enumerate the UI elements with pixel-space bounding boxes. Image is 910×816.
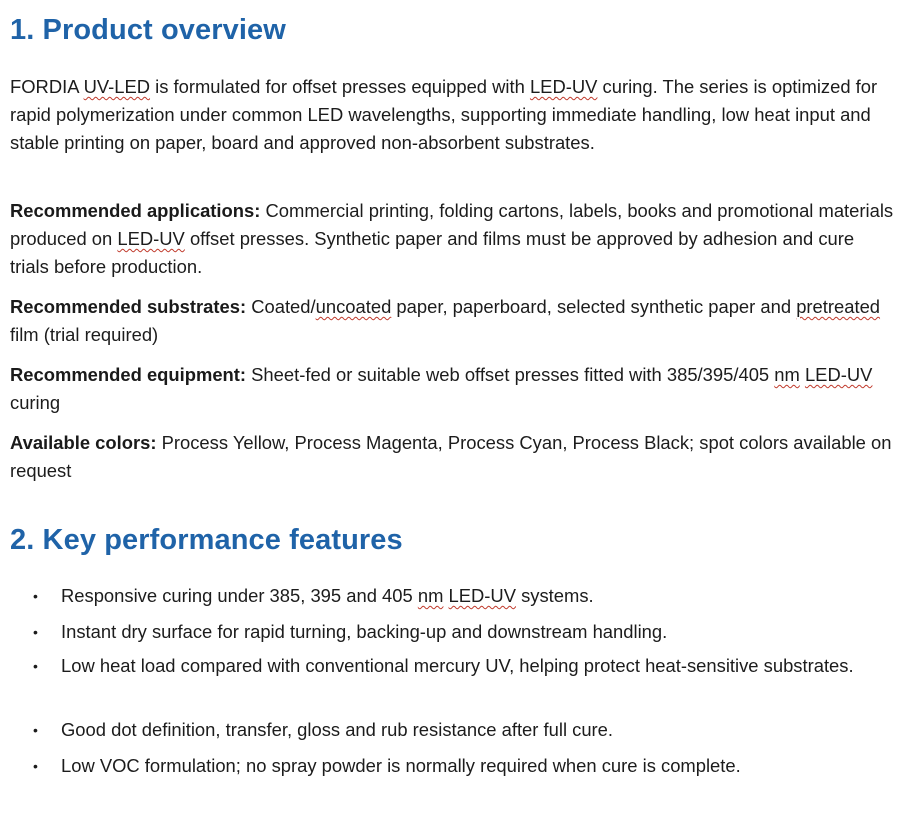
substrates-text-5: film (trial required)	[10, 324, 159, 345]
intro-text-5: curing. The series is optimized for rapid polymerization under common LED wavelengths, supporting immediate handling, low heat input and stable printing on paper, board and approved non-absorbent substrates.	[10, 76, 878, 153]
section-heading-key-performance-features: 2. Key performance features	[10, 524, 403, 556]
colors-paragraph	[10, 429, 895, 485]
equipment-paragraph	[10, 361, 895, 417]
spellcheck-word-nm[interactable]: nm	[774, 364, 800, 385]
applications-label: Recommended applications:	[10, 200, 261, 221]
spellcheck-word-pretreated[interactable]: pretreated	[796, 296, 881, 317]
list-item-text: Good dot definition, transfer, gloss and rub resistance after full cure.	[61, 719, 614, 740]
equipment-label: Recommended equipment:	[10, 364, 247, 385]
feature-text-5: systems.	[515, 585, 594, 606]
colors-label: Available colors:	[10, 432, 157, 453]
spellcheck-word-nm[interactable]: nm	[417, 585, 444, 606]
list-item-text: Low VOC formulation; no spray powder is normally required when cure is complete.	[61, 755, 741, 776]
substrates-label: Recommended substrates:	[10, 296, 247, 317]
list-item-text: Low heat load compared with conventional mercury UV, helping protect heat-sensitive substrates.	[61, 655, 854, 676]
bullet-icon: •	[33, 658, 38, 674]
substrates-paragraph	[10, 293, 895, 349]
applications-text-3: offset presses. Synthetic paper and films must be approved by adhesion and cure trials before production.	[10, 228, 855, 277]
colors-text: Process Yellow, Process Magenta, Process Cyan, Process Black; spot colors available on request	[10, 432, 892, 481]
intro-text-3: is formulated for offset presses equipped with	[150, 76, 530, 97]
list-item-text	[61, 582, 861, 610]
bullet-icon: •	[33, 722, 38, 738]
bullet-icon: •	[33, 588, 38, 604]
section-heading-product-overview: 1. Product overview	[10, 14, 286, 46]
equipment-text-5: curing	[10, 392, 61, 413]
applications-paragraph	[10, 197, 895, 281]
bullet-icon: •	[33, 758, 38, 774]
intro-text-1: FORDIA	[10, 76, 84, 97]
spellcheck-word-led-uv[interactable]: LED-UV	[529, 76, 598, 97]
spellcheck-word-uv-led[interactable]: UV-LED	[83, 76, 151, 97]
feature-text-1: Responsive curing under 385, 395 and 405	[61, 585, 418, 606]
spellcheck-word-led-uv[interactable]: LED-UV	[448, 585, 516, 606]
spellcheck-word-led-uv[interactable]: LED-UV	[117, 228, 185, 249]
bullet-icon: •	[33, 624, 38, 640]
spellcheck-word-uncoated[interactable]: uncoated	[315, 296, 392, 317]
spellcheck-word-led-uv[interactable]: LED-UV	[804, 364, 873, 385]
list-item-text: Instant dry surface for rapid turning, backing-up and downstream handling.	[61, 621, 668, 642]
substrates-text-3: paper, paperboard, selected synthetic paper and	[391, 296, 797, 317]
applications-text-1: Commercial printing, folding cartons, labels, books and promotional materials produced on	[10, 200, 894, 249]
equipment-text-1: Sheet-fed or suitable web offset presses fitted with 385/395/405	[246, 364, 775, 385]
overview-intro-paragraph	[10, 73, 895, 157]
substrates-text-1: Coated/	[246, 296, 316, 317]
